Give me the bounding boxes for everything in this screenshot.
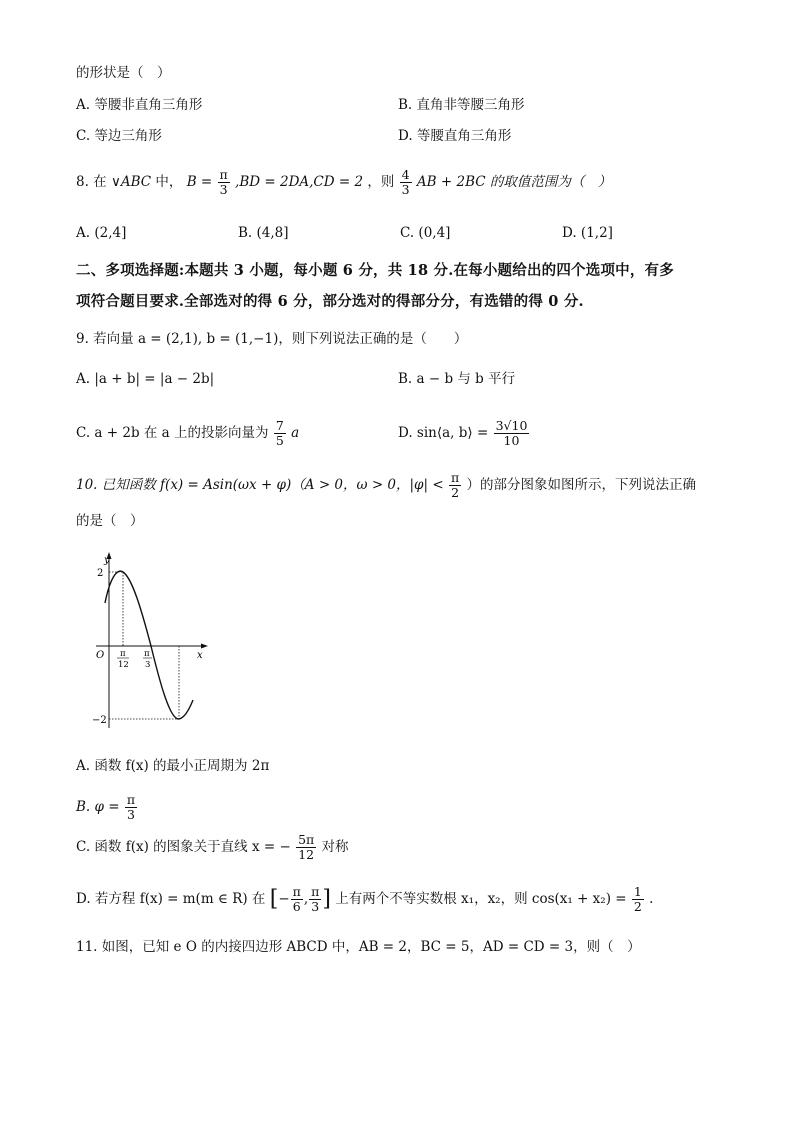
section2-heading-line2: 项符合题目要求.全部选对的得 6 分，部分选对的得部分分，有选错的得 0 分. [76,293,584,310]
y-axis-label: y [104,555,110,566]
q8-stem [76,166,611,198]
q10-stem: 10. 已知函数 f(x) = Asin(ωx + φ)（A > 0，ω > 0，|φ| < $\frac{\pi}{2}$ ）的部分图象如图所示，下列说法正确 [76,470,696,500]
tick-pi-3-den: 3 [145,660,151,670]
q7-option-c: C. 等边三角形 [76,128,162,144]
q8-triangle: ∨ABC [110,174,152,190]
tick-pi-12-den: 12 [118,660,129,670]
x-axis-label: x [197,650,203,661]
q8-pi-over-3: $\frac{\pi}{3}$ [219,167,228,197]
q8-four-thirds: $\frac{4}{3}$ [401,167,410,197]
x-axis-arrow [201,644,208,649]
q10-option-a: A. 函数 f(x) 的最小正周期为 2π [76,758,270,774]
q9-option-d: D. sin⟨a, b⟩ = $\frac{3√10}{10}$ [398,418,528,448]
q11-stem: 11. 如图，已知 e O 的内接四边形 ABCD 中，AB = 2，BC = 5，AD = CD = 3，则（ ） [76,939,641,955]
y-max-label: 2 [97,568,104,579]
q8-option-b: B. (4,8] [238,225,289,241]
q9-option-a: A. |a + b| = |a − 2b| [76,371,215,387]
q7-option-a: A. 等腰非直角三角形 [76,97,203,113]
q10-function-graph [90,548,220,733]
q8-option-a: A. (2,4] [76,225,127,241]
q10-option-b: B. φ = $\frac{\pi}{3}$ [76,792,136,822]
q8-number: 8. 在 [76,174,107,190]
q8-cond-vectors: ,BD = 2DA,CD = 2 [235,174,364,190]
section2-heading-line1: 二、多项选择题:本题共 3 小题，每小题 6 分，共 18 分.在每小题给出的四个选项中，有多 [76,262,674,279]
q10-option-d: D. 若方程 f(x) = m(m ∈ R) 在 [− $\frac{\pi}{6}$ , $\frac{\pi}{3}$ ] 上有两个不等实数根 x₁，x₂，则 cos(x₁ + x₂) = $\frac{1}{2}$ . [76,884,654,914]
q7-option-d: D. 等腰直角三角形 [398,128,512,144]
q8-ze: ，则 [367,174,395,190]
q9-option-b: B. a − b 与 b 平行 [398,371,516,387]
q8-option-d: D. (1,2] [562,225,613,241]
q8-mid: 中， [155,174,183,190]
q8-cond-b: B = [186,174,213,190]
tick-pi-3-num: π [144,649,150,659]
tick-pi-12-num: π [120,649,126,659]
q9-stem: 9. 若向量 a = (2,1), b = (1,−1)，则下列说法正确的是（ ） [76,331,468,347]
origin-label: O [96,650,105,661]
q8-tail: AB + 2BC 的取值范围为（ ） [416,174,612,190]
q10-option-c: C. 函数 f(x) 的图象关于直线 x = − $\frac{5\pi}{12}$ 对称 [76,832,349,862]
y-min-label: −2 [92,715,107,726]
q8-option-c: C. (0,4] [400,225,451,241]
q9-option-c: C. a + 2b 在 a 上的投影向量为 $\frac{7}{5}$ a [76,418,300,448]
q7-stem-tail: 的形状是（ ） [76,65,171,81]
q10-stem-line2: 的是（ ） [76,513,144,529]
sine-curve [105,571,193,719]
q7-option-b: B. 直角非等腰三角形 [398,97,525,113]
